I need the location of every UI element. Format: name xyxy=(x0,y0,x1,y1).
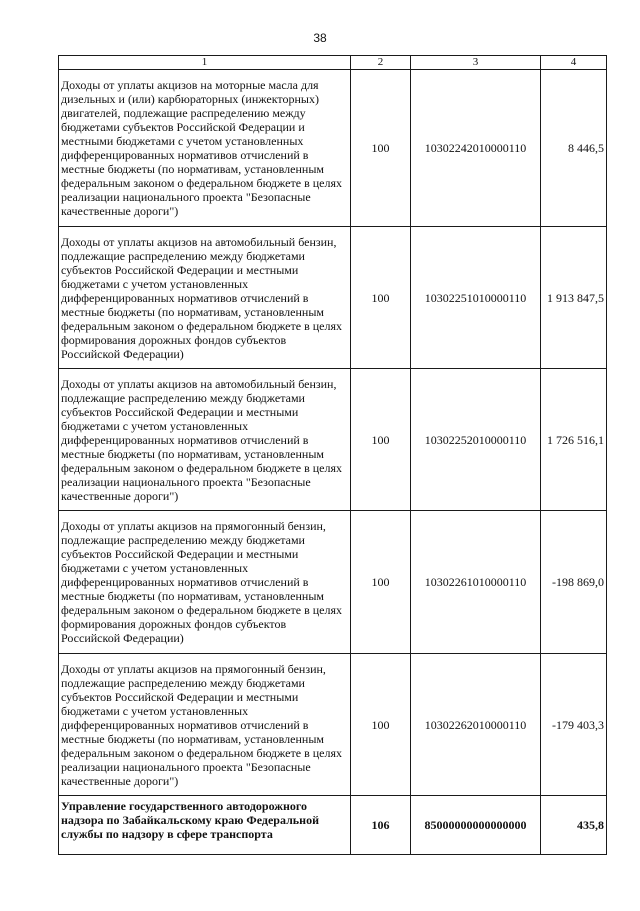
admin-code-cell: 100 xyxy=(351,511,411,654)
revenue-name-cell: Доходы от уплаты акцизов на прямогонный бензин, подлежащие распределению между бюджетами субъектов Российской Федерации и местными бюджетами с учетом установленных дифференцированных нормативов отчислений в местные бюджеты (по нормативам, установленным федеральным законом о федеральном бюджете в целях формирования дорожных фондов субъектов Российской Федерации) xyxy=(59,511,351,654)
table-row xyxy=(59,369,607,511)
amount-cell: 8 446,5 xyxy=(541,70,607,227)
administrator-name-cell: Управление государственного автодорожного надзора по Забайкальскому краю Федеральной службы по надзору в сфере транспорта xyxy=(59,796,351,855)
revenue-name-cell: Доходы от уплаты акцизов на автомобильный бензин, подлежащие распределению между бюджетами субъектов Российской Федерации и местными бюджетами с учетом установленных дифференцированных нормативов отчислений в местные бюджеты (по нормативам, установленным федеральным законом о федеральном бюджете в целях формирования дорожных фондов субъектов Российской Федерации) xyxy=(59,227,351,369)
table-row xyxy=(59,511,607,654)
revenue-name-cell: Доходы от уплаты акцизов на прямогонный бензин, подлежащие распределению между бюджетами субъектов Российской Федерации и местными бюджетами с учетом установленных дифференцированных нормативов отчислений в местные бюджеты (по нормативам, установленным федеральным законом о федеральном бюджете в целях реализации национального проекта "Безопасные качественные дороги") xyxy=(59,654,351,796)
column-header-sum: 4 xyxy=(541,56,607,70)
table-row-administrator xyxy=(59,796,607,855)
amount-cell: -179 403,3 xyxy=(541,654,607,796)
column-header-name: 1 xyxy=(59,56,351,70)
table-row xyxy=(59,654,607,796)
revenue-code-cell: 85000000000000000 xyxy=(411,796,541,855)
column-header-admin: 2 xyxy=(351,56,411,70)
amount-cell: -198 869,0 xyxy=(541,511,607,654)
page-number: 38 xyxy=(313,31,327,45)
amount-cell: 1 913 847,5 xyxy=(541,227,607,369)
revenue-code-cell: 10302261010000110 xyxy=(411,511,541,654)
table-row xyxy=(59,227,607,369)
revenue-code-cell: 10302242010000110 xyxy=(411,70,541,227)
revenue-name-cell: Доходы от уплаты акцизов на моторные масла для дизельных и (или) карбюраторных (инжекторных) двигателей, подлежащие распределению между бюджетами субъектов Российской Федерации и местными бюджетами с учетом установленных дифференцированных нормативов отчислений в местные бюджеты (по нормативам, установленным федеральным законом о федеральном бюджете в целях реализации национального проекта "Безопасные качественные дороги") xyxy=(59,70,351,227)
amount-cell: 435,8 xyxy=(541,796,607,855)
revenue-code-cell: 10302262010000110 xyxy=(411,654,541,796)
admin-code-cell: 100 xyxy=(351,654,411,796)
admin-code-cell: 106 xyxy=(351,796,411,855)
table-header-row xyxy=(59,56,607,70)
revenue-code-cell: 10302252010000110 xyxy=(411,369,541,511)
table-row xyxy=(59,70,607,227)
admin-code-cell: 100 xyxy=(351,369,411,511)
revenue-table xyxy=(58,55,607,855)
column-header-code: 3 xyxy=(411,56,541,70)
amount-cell: 1 726 516,1 xyxy=(541,369,607,511)
admin-code-cell: 100 xyxy=(351,227,411,369)
admin-code-cell: 100 xyxy=(351,70,411,227)
revenue-name-cell: Доходы от уплаты акцизов на автомобильный бензин, подлежащие распределению между бюджетами субъектов Российской Федерации и местными бюджетами с учетом установленных дифференцированных нормативов отчислений в местные бюджеты (по нормативам, установленным федеральным законом о федеральном бюджете в целях реализации национального проекта "Безопасные качественные дороги") xyxy=(59,369,351,511)
revenue-code-cell: 10302251010000110 xyxy=(411,227,541,369)
